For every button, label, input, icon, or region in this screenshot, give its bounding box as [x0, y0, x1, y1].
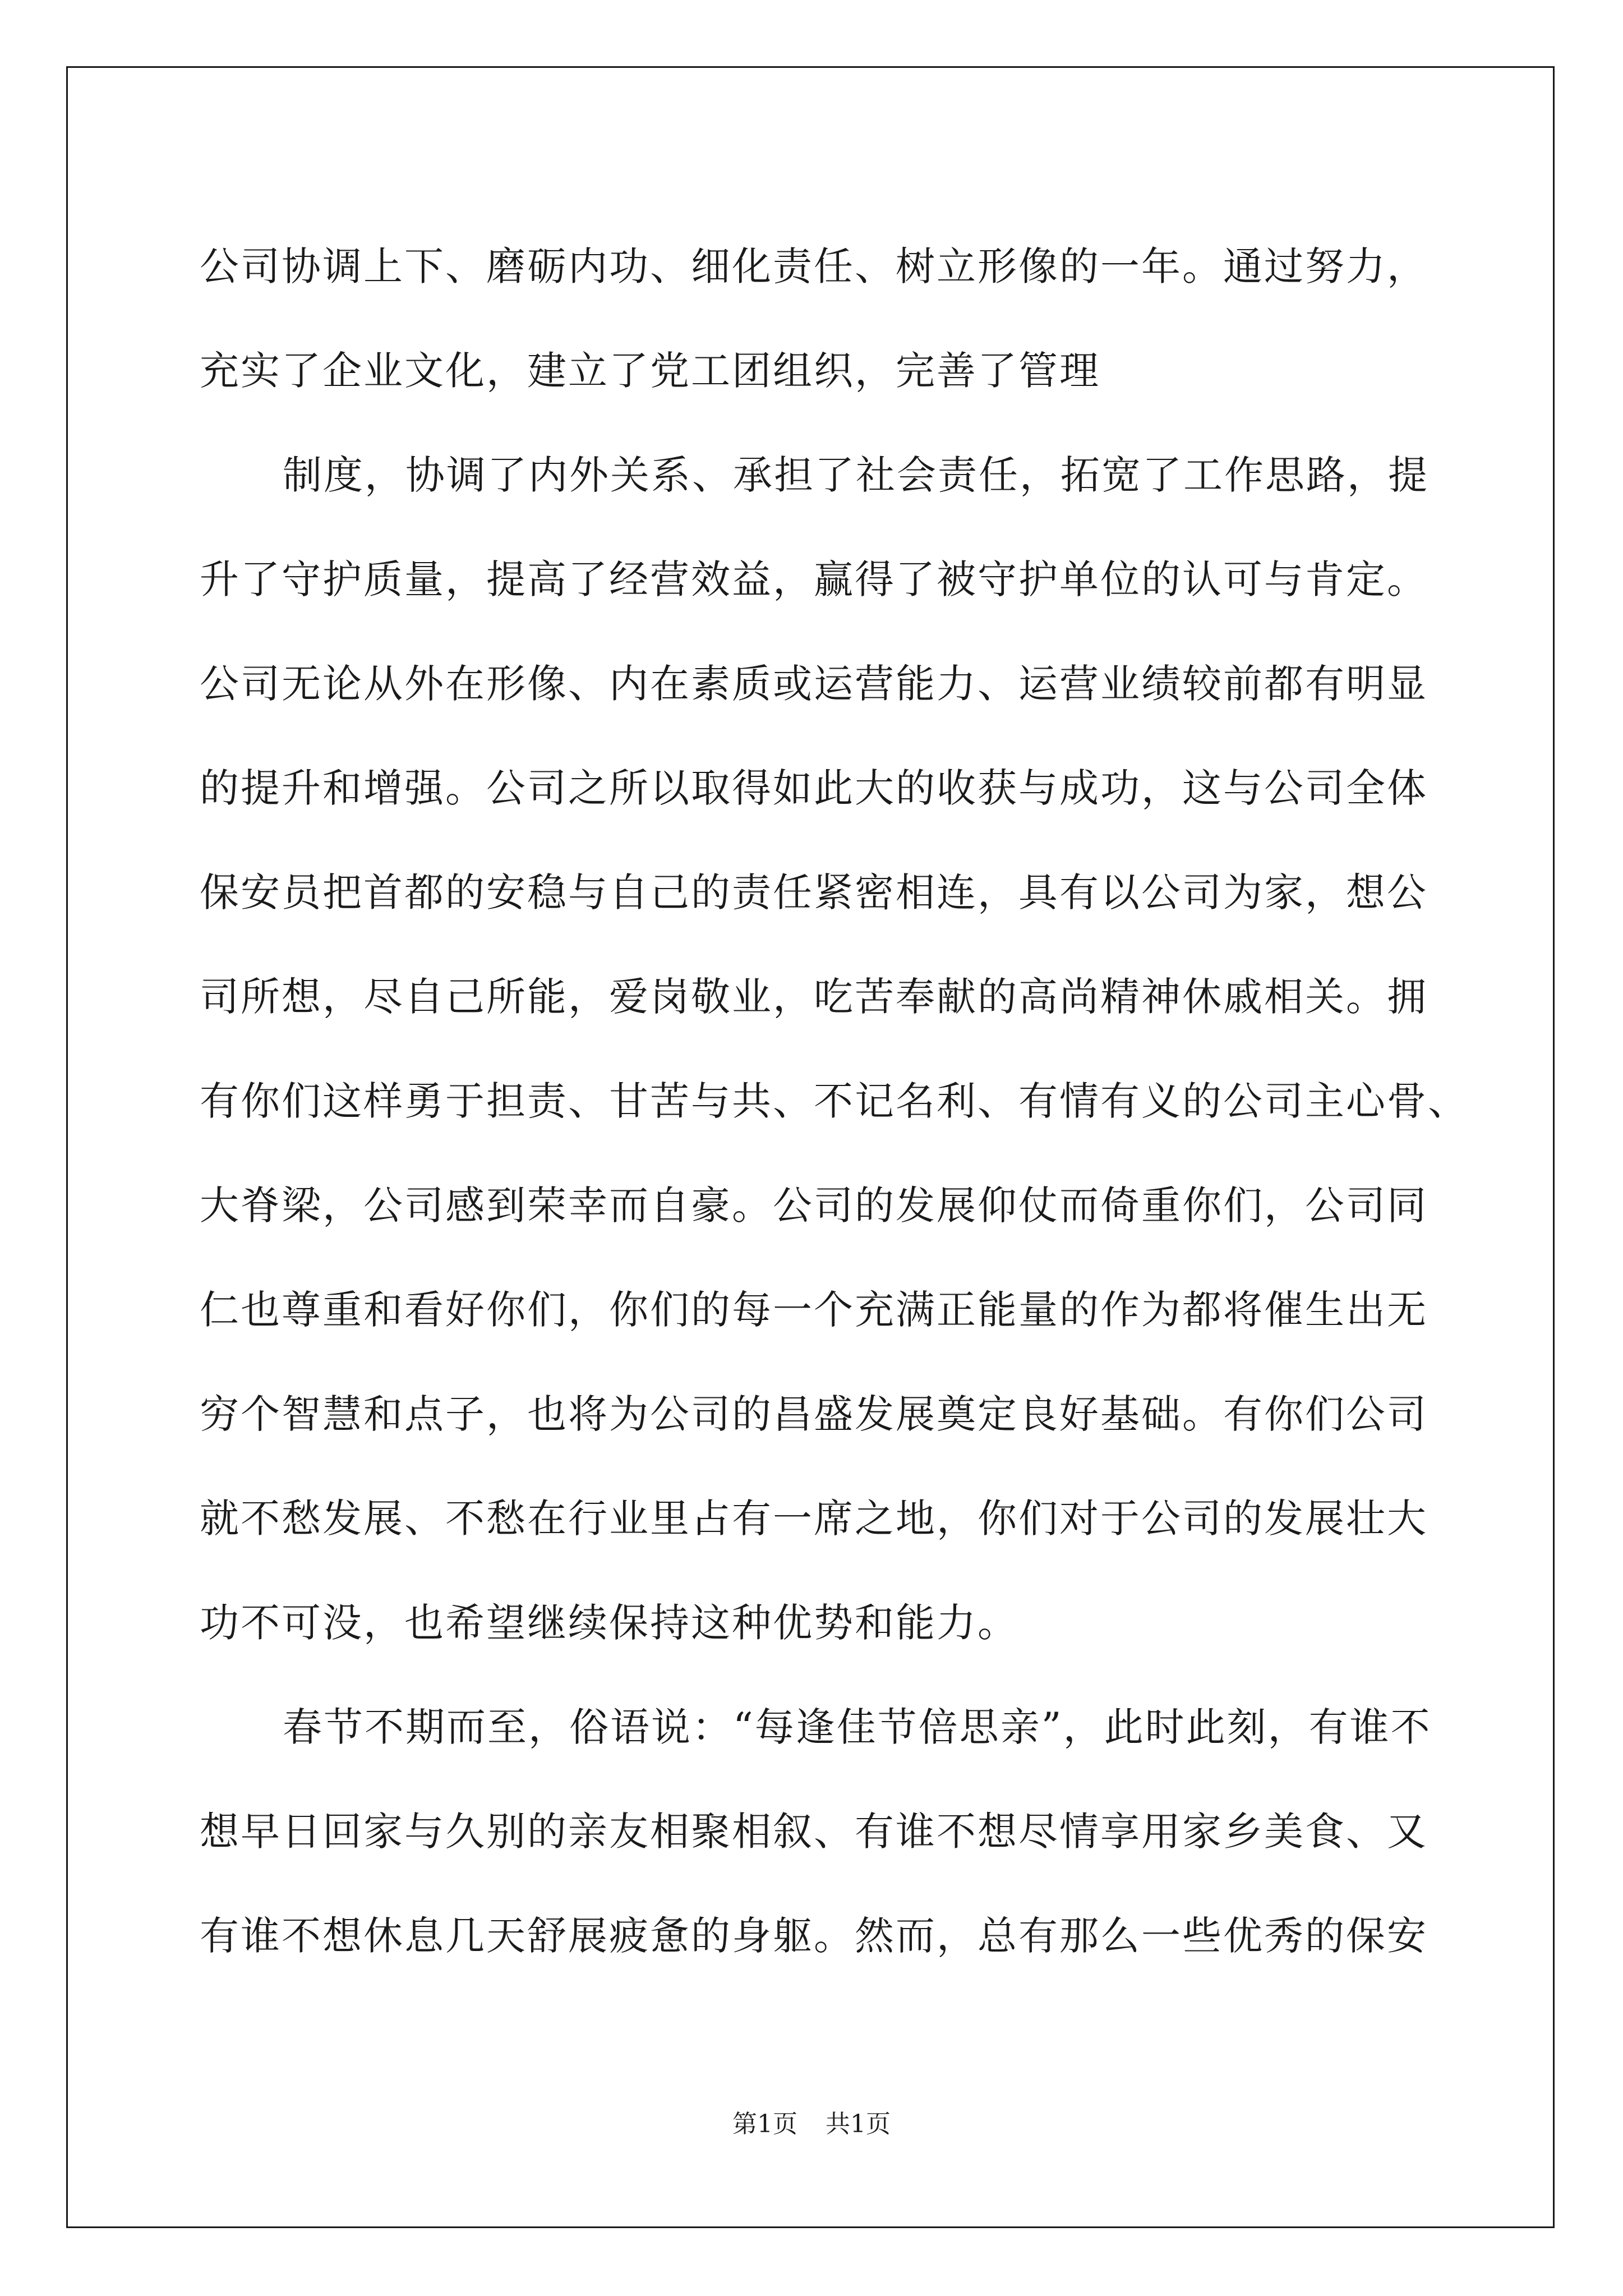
text-line: 公司协调上下、磨砺内功、细化责任、树立形像的一年。通过努力， — [200, 243, 1428, 289]
text-line: 就不愁发展、不愁在行业里占有一席之地，你们对于公司的发展壮大 — [200, 1496, 1428, 1542]
text-line: 升了守护质量，提高了经营效益，赢得了被守护单位的认可与肯定。 — [200, 556, 1428, 602]
document-body — [200, 214, 1469, 1988]
page-footer — [0, 2104, 1623, 2139]
text-line: 的提升和增强。公司之所以取得如此大的收获与成功，这与公司全体 — [200, 765, 1428, 811]
text-line: 春节不期而至，俗语说：“每逢佳节倍思亲”，此时此刻，有谁不 — [283, 1704, 1432, 1750]
text-line: 有你们这样勇于担责、甘苦与共、不记名利、有情有义的公司主心骨、 — [200, 1078, 1469, 1124]
text-line: 公司无论从外在形像、内在素质或运营能力、运营业绩较前都有明显 — [200, 661, 1428, 707]
text-line: 大脊梁，公司感到荣幸而自豪。公司的发展仰仗而倚重你们，公司同 — [200, 1182, 1428, 1228]
text-line: 有谁不想休息几天舒展疲惫的身躯。然而，总有那么一些优秀的保安 — [200, 1913, 1428, 1959]
text-line: 穷个智慧和点子，也将为公司的昌盛发展奠定良好基础。有你们公司 — [200, 1391, 1428, 1437]
text-line: 司所想，尽自己所能，爱岗敬业，吃苦奉献的高尚精神休戚相关。拥 — [200, 974, 1428, 1020]
text-line: 功不可没，也希望继续保持这种优势和能力。 — [200, 1600, 1018, 1646]
text-line: 想早日回家与久别的亲友相聚相叙、有谁不想尽情享用家乡美食、又 — [200, 1809, 1428, 1855]
text-line: 充实了企业文化，建立了党工团组织，完善了管理 — [200, 348, 1100, 394]
text-line: 制度，协调了内外关系、承担了社会责任，拓宽了工作思路，提 — [283, 452, 1429, 498]
page-number: 第1页 — [732, 2110, 797, 2138]
total-pages: 共1页 — [826, 2110, 891, 2138]
text-line: 保安员把首都的安稳与自己的责任紧密相连，具有以公司为家，想公 — [200, 869, 1428, 915]
text-line: 仁也尊重和看好你们，你们的每一个充满正能量的作为都将催生出无 — [200, 1287, 1428, 1333]
